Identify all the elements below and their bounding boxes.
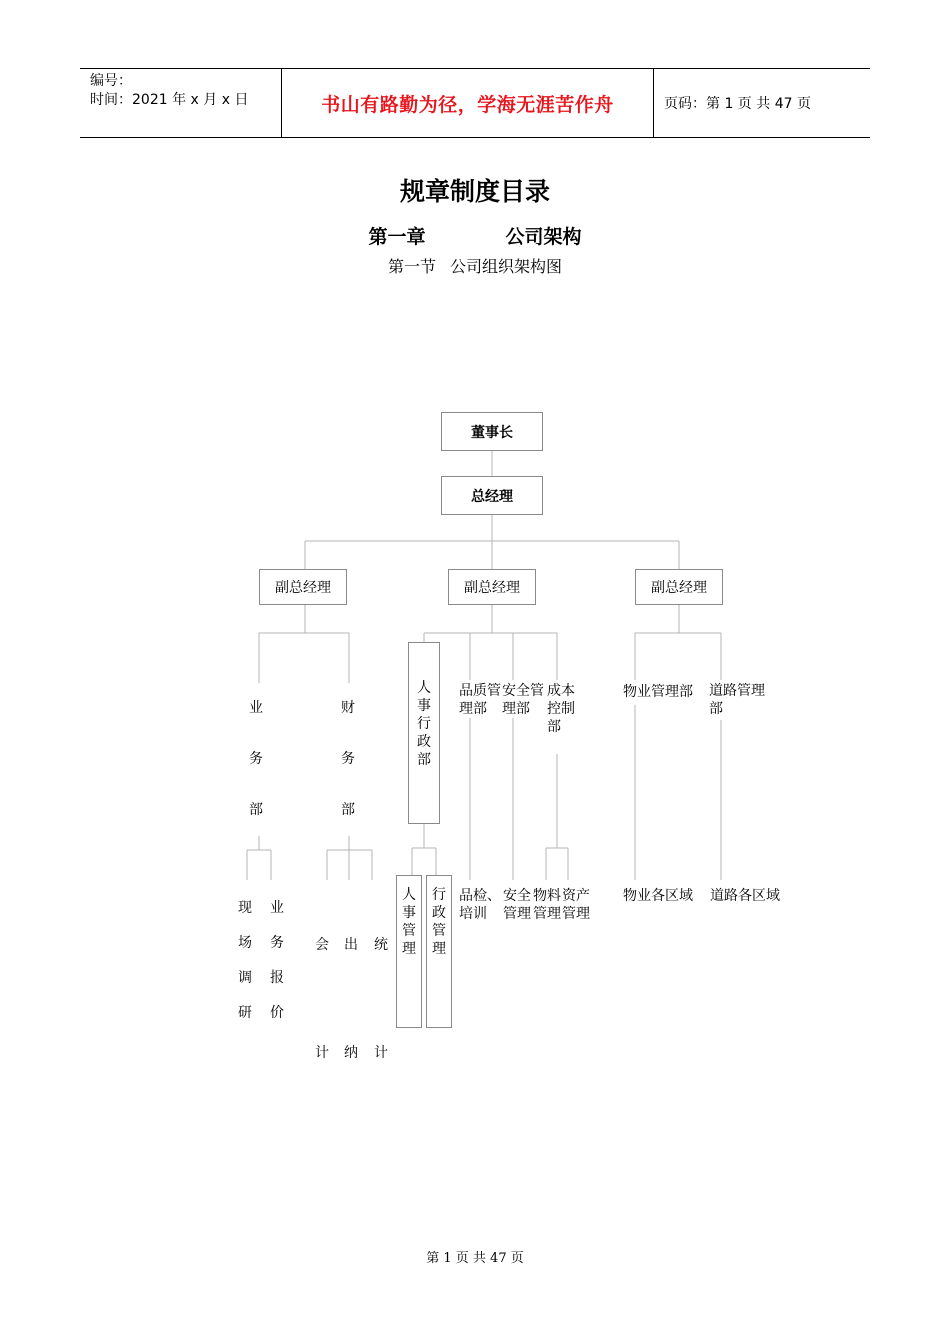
dept-hr-admin-box [408,642,440,824]
unit-personnel: 人事管理 [402,887,416,957]
time-label: 时间：2021 年 x 月 x 日 [90,92,249,108]
chapter-name: 公司架构 [505,226,582,248]
unit-administration: 行政管理 [432,887,446,957]
dept-cost: 成本控制部 [547,683,575,735]
unit-safety-mgmt: 安全管理 [503,888,531,922]
motto-text: 书山有路勤为径，学海无涯苦作舟 [321,93,614,116]
unit-business-quote: 业务报价 [270,900,284,1021]
vice-manager-box [448,569,536,605]
unit-statistics: 统计 [374,937,388,1061]
dept-road: 道路管理部 [709,682,775,718]
unit-materials: 物料管理 [533,888,561,922]
unit-inspection: 品检、培训 [459,887,507,923]
unit-cashier: 出纳 [344,937,358,1061]
serial-label: 编号： [90,73,132,89]
dept-safety: 安全管理部 [502,683,544,717]
document-title: 规章制度目录 [399,177,550,206]
dept-property: 物业管理部 [623,684,693,700]
general-manager-box [441,476,543,515]
section-name: 公司组织架构图 [450,257,563,276]
chairman-label: 董事长 [471,424,513,441]
vice-manager-label: 副总经理 [651,580,707,596]
general-manager-label: 总经理 [471,488,513,505]
dept-finance: 财务部 [340,683,356,836]
dept-hr-admin: 人事行政部 [417,680,431,768]
unit-field-research: 现场调研 [238,900,252,1021]
dept-quality: 品质管理部 [459,682,507,718]
unit-property-areas: 物业各区域 [623,888,693,904]
vice-manager-label: 副总经理 [464,580,520,596]
unit-administration-box [426,875,452,1028]
unit-personnel-box [396,875,422,1028]
section-number: 第一节 [387,257,436,276]
dept-business: 业务部 [248,683,264,836]
unit-assets: 资产管理 [562,888,590,922]
page-footer: 第 1 页 共 47 页 [426,1251,524,1266]
vice-manager-box [259,569,347,605]
vice-manager-label: 副总经理 [275,580,331,596]
unit-road-areas: 道路各区域 [710,888,780,904]
unit-accounting: 会计 [315,937,329,1061]
vice-manager-box [635,569,723,605]
page-info-text: 页码：第 1 页 共 47 页 [664,96,811,112]
chapter-number: 第一章 [368,226,426,248]
chairman-box [441,412,543,451]
